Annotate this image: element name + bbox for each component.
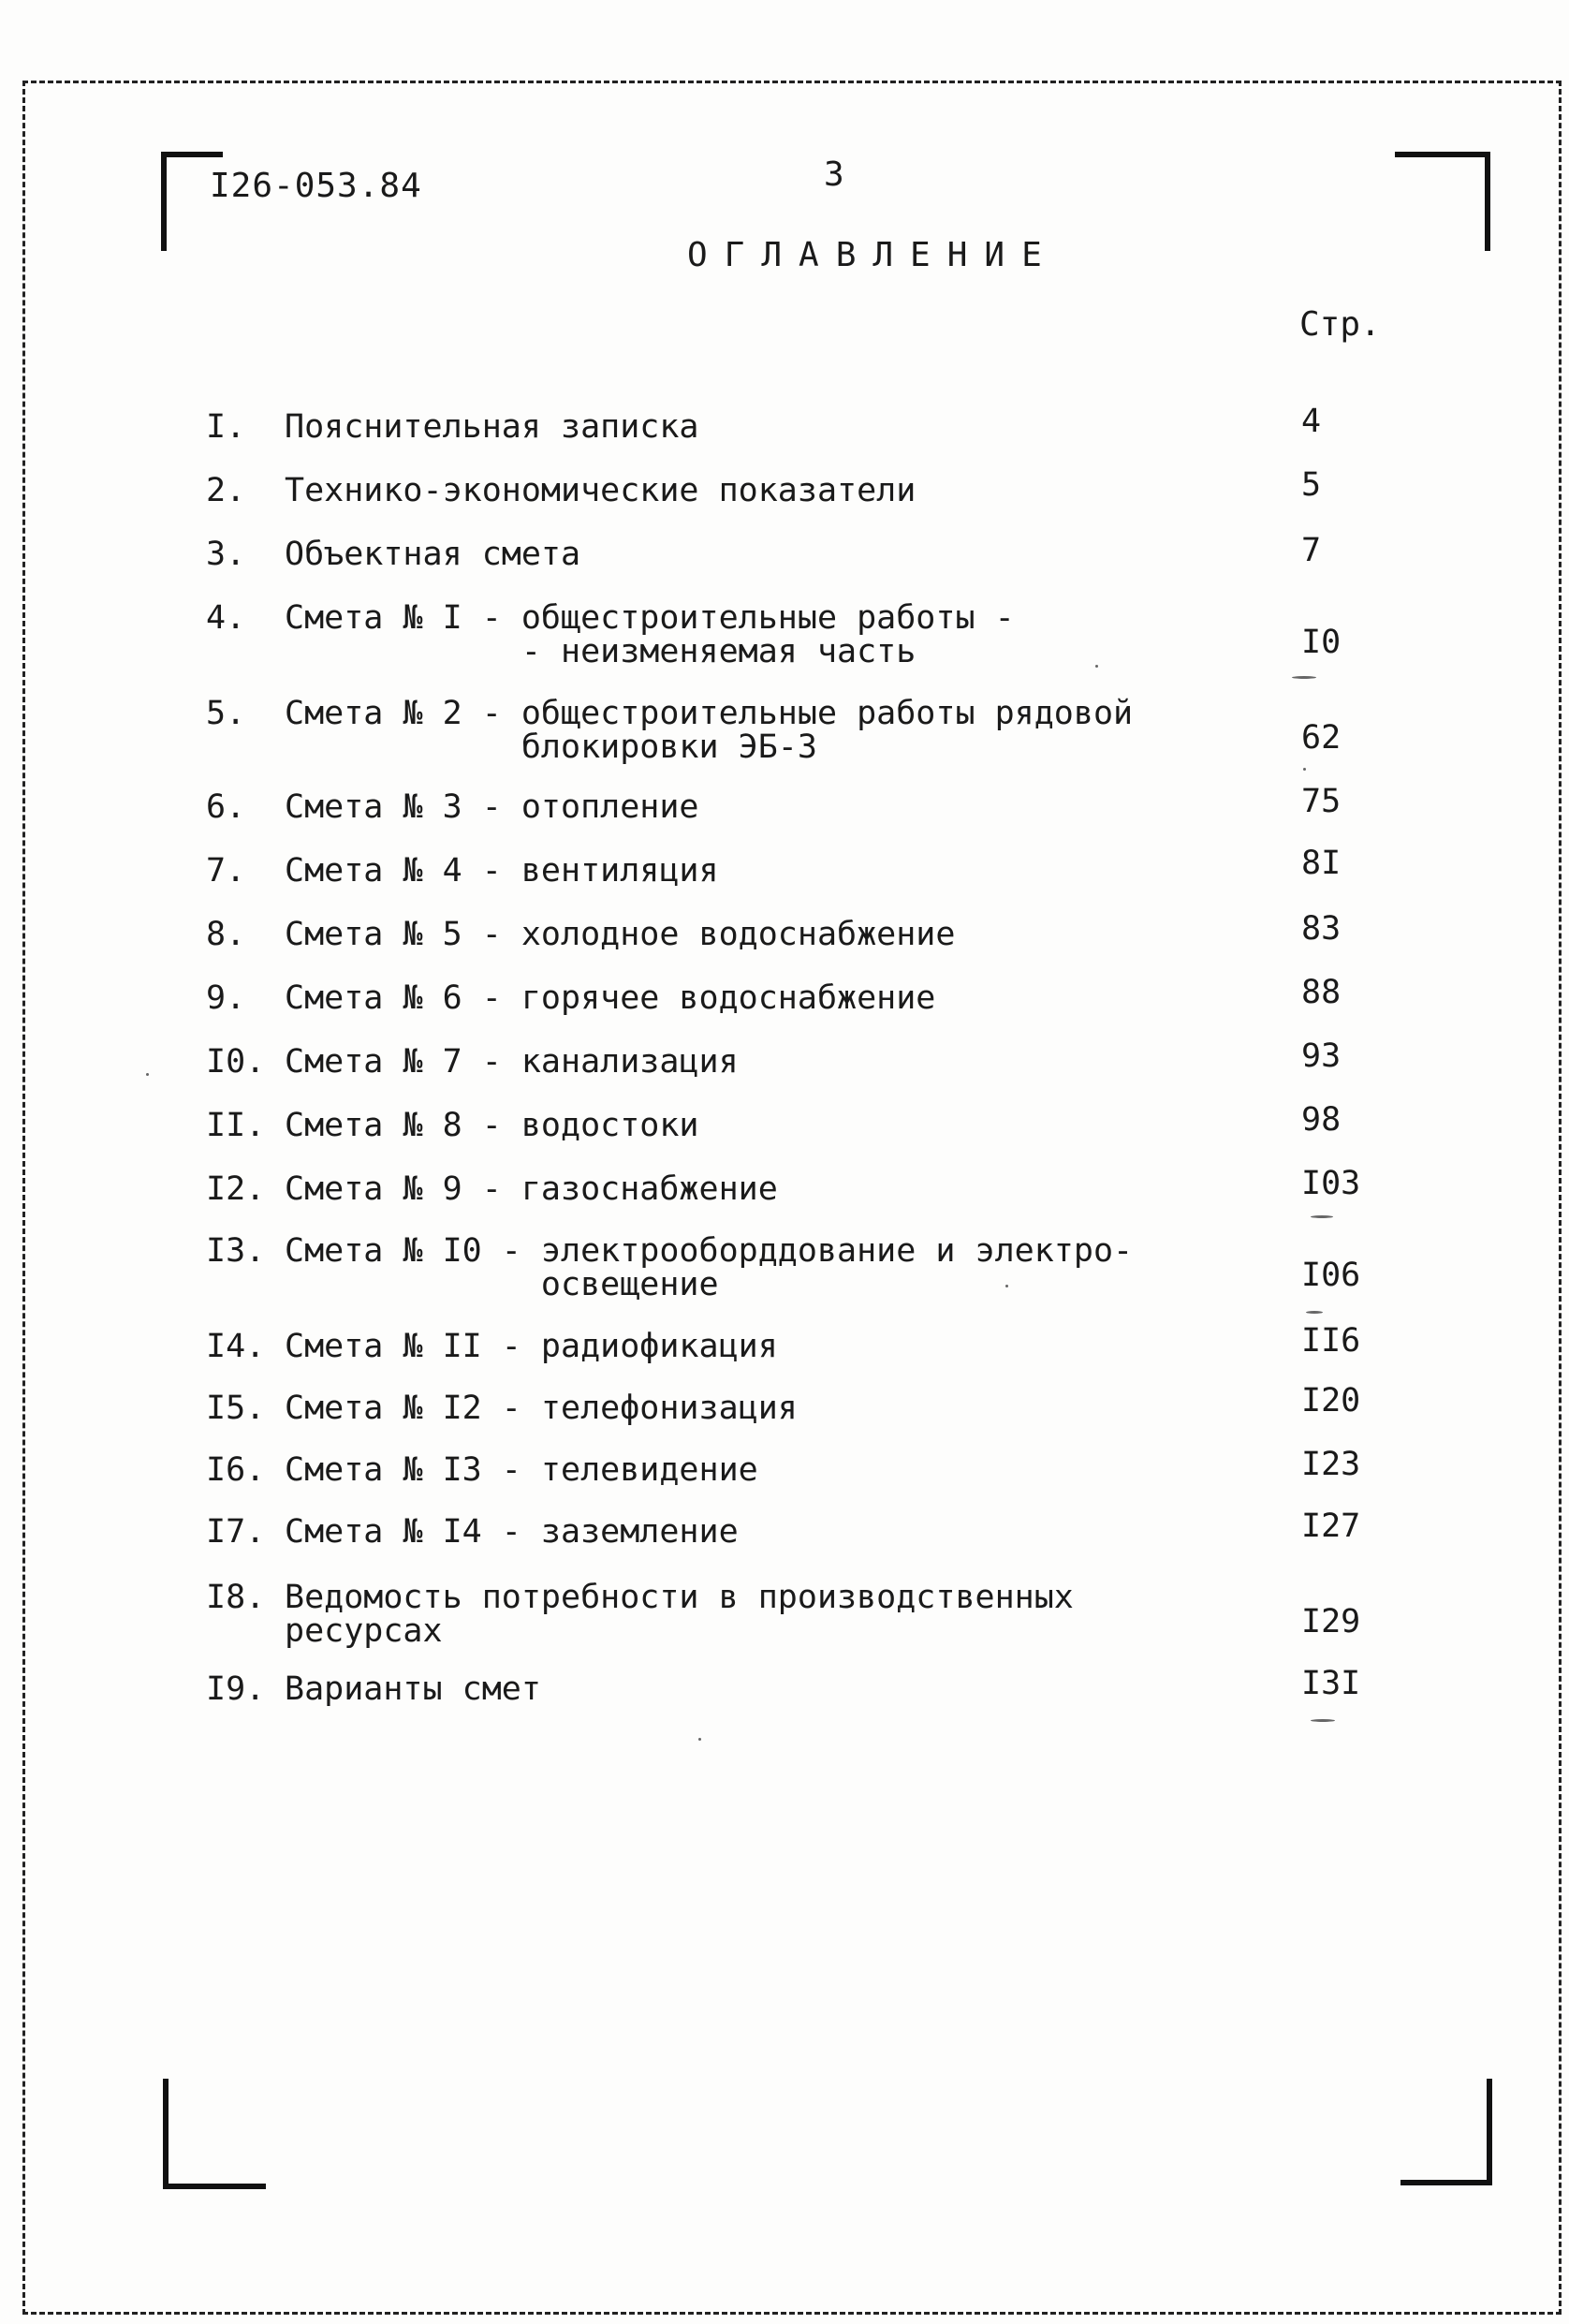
- toc-item-number: I4.: [206, 1328, 266, 1365]
- toc-item-number: I0.: [206, 1043, 266, 1081]
- toc-item-number: 5.: [206, 695, 246, 732]
- toc-item-title: Технико-экономические показатели: [285, 472, 916, 509]
- toc-item-number: I2.: [206, 1170, 266, 1208]
- toc-item-title: Смета № 9 - газоснабжение: [285, 1170, 778, 1208]
- toc-item-page: 62: [1301, 719, 1342, 757]
- toc-item-title: Смета № 4 - вентиляция: [285, 852, 719, 890]
- toc-item-page: I03: [1301, 1165, 1361, 1202]
- page-column-header: Стр.: [1299, 305, 1381, 344]
- toc-item-page: 75: [1301, 783, 1342, 820]
- page-number: 3: [824, 155, 844, 194]
- toc-item-number: 8.: [206, 916, 246, 953]
- toc-item-title: Смета № I - общестроительные работы - - неизменяемая часть: [285, 599, 1015, 670]
- toc-item-title: Смета № I0 - электрооборддование и электро- освещение: [285, 1232, 1134, 1303]
- toc-item-number: I6.: [206, 1451, 266, 1489]
- toc-item-number: 9.: [206, 979, 246, 1017]
- toc-item-page: 5: [1301, 466, 1322, 504]
- toc-item-title: Варианты смет: [285, 1670, 541, 1708]
- toc-item-page: 93: [1301, 1037, 1342, 1075]
- toc-item-title: Смета № 6 - горячее водоснабжение: [285, 979, 936, 1017]
- toc-item-number: I7.: [206, 1513, 266, 1551]
- document-code: I26-053.84: [210, 167, 422, 205]
- toc-item-title: Смета № I3 - телевидение: [285, 1451, 758, 1489]
- toc-item-page: I0: [1301, 624, 1342, 661]
- toc-item-title: Объектная смета: [285, 536, 581, 573]
- toc-item-number: 7.: [206, 852, 246, 890]
- toc-item-page: 88: [1301, 974, 1342, 1011]
- toc-item-page: I29: [1301, 1603, 1361, 1640]
- toc-item-number: 2.: [206, 472, 246, 509]
- toc-item-title: Смета № II - радиофикация: [285, 1328, 778, 1365]
- toc-item-page: I27: [1301, 1508, 1361, 1545]
- toc-item-number: II.: [206, 1107, 266, 1144]
- toc-item-page: 7: [1301, 532, 1322, 569]
- toc-item-page: I3I: [1301, 1665, 1361, 1702]
- toc-item-page: 4: [1301, 403, 1322, 440]
- toc-item-number: I8.: [206, 1579, 266, 1616]
- page-title: ОГЛАВЛЕНИЕ: [687, 236, 1059, 274]
- toc-item-title: Смета № 2 - общестроительные работы рядовой блокировки ЭБ-3: [285, 695, 1134, 766]
- toc-item-title: Смета № 5 - холодное водоснабжение: [285, 916, 956, 953]
- toc-item-page: I06: [1301, 1257, 1361, 1294]
- toc-item-page: 8I: [1301, 845, 1342, 882]
- toc-item-number: 4.: [206, 599, 246, 637]
- toc-item-number: I9.: [206, 1670, 266, 1708]
- toc-item-number: I3.: [206, 1232, 266, 1270]
- toc-item-page: 98: [1301, 1101, 1342, 1139]
- toc-item-page: 83: [1301, 910, 1342, 948]
- toc-item-title: Смета № 7 - канализация: [285, 1043, 739, 1081]
- toc-item-title: Смета № I2 - телефонизация: [285, 1390, 798, 1427]
- toc-item-number: I.: [206, 408, 246, 446]
- toc-item-title: Смета № 8 - водостоки: [285, 1107, 699, 1144]
- toc-item-page: I20: [1301, 1382, 1361, 1419]
- toc-item-page: I23: [1301, 1446, 1361, 1483]
- toc-item-number: 3.: [206, 536, 246, 573]
- toc-item-number: I5.: [206, 1390, 266, 1427]
- toc-item-title: Пояснительная записка: [285, 408, 699, 446]
- toc-item-number: 6.: [206, 788, 246, 826]
- toc-item-title: Смета № 3 - отопление: [285, 788, 699, 826]
- toc-item-title: Ведомость потребности в производственных ресурсах: [285, 1579, 1074, 1650]
- toc-item-title: Смета № I4 - заземление: [285, 1513, 739, 1551]
- toc-item-page: II6: [1301, 1322, 1361, 1360]
